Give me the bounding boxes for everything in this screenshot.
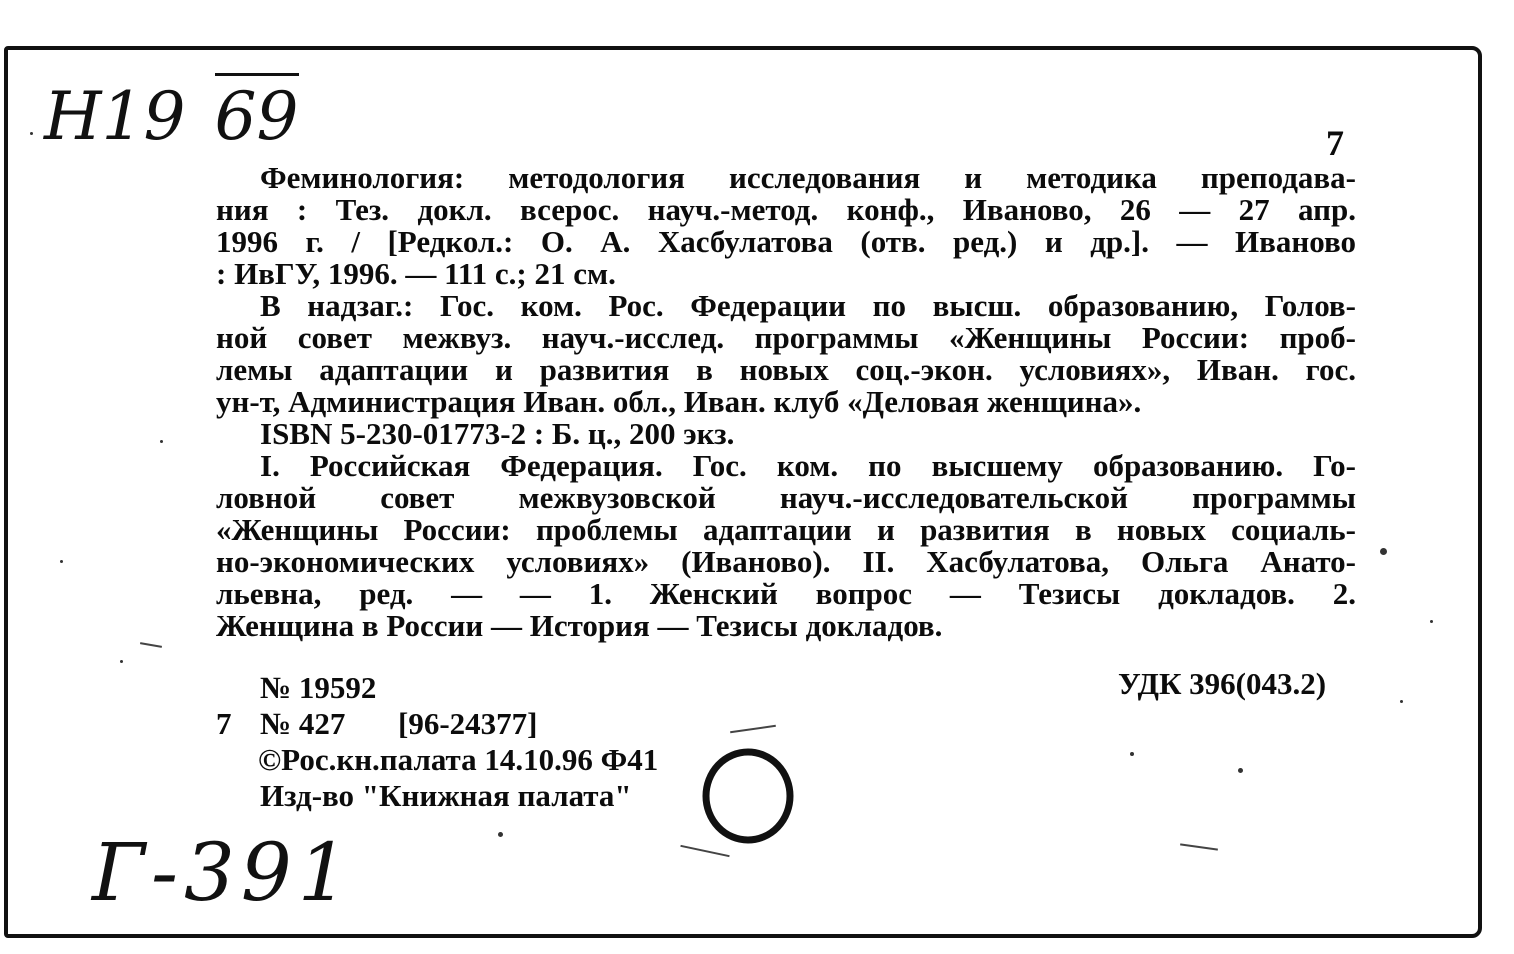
speck — [1238, 768, 1243, 773]
body-line-8: ун-т, Администрация Иван. обл., Иван. клуб «Деловая женщина». — [216, 384, 1142, 419]
shelfmark-main: Н19 — [44, 78, 186, 155]
punch-hole-ring — [696, 744, 800, 848]
body-line-7: лемы адаптации и развития в новых соц.-экон. условиях», Иван. гос. — [216, 352, 1356, 387]
body-line-5: В надзаг.: Гос. ком. Рос. Федерации по высш. образованию, Голов- — [260, 288, 1356, 323]
body-line-11: ловной совет межвузовской науч.-исследовательской программы — [216, 480, 1356, 515]
body-line-6: ной совет межвуз. науч.-исслед. программы «Женщины России: проб- — [216, 320, 1356, 355]
speck — [498, 832, 503, 837]
body-line-10: I. Российская Федерация. Гос. ком. по высшему образованию. Го- — [260, 448, 1356, 483]
body-line-2: ния : Тез. докл. всерос. науч.-метод. конф., Иваново, 26 — 27 апр. — [216, 192, 1356, 227]
body-line-13: но-экономических условиях» (Иваново). II. Хасбулатова, Ольга Анато- — [216, 544, 1356, 579]
body-line-12: «Женщины России: проблемы адаптации и развития в новых социаль- — [216, 512, 1356, 547]
isbn-line: ISBN 5-230-01773-2 : Б. ц., 200 экз. — [260, 416, 735, 451]
udc-code: УДК 396(043.2) — [1118, 666, 1327, 701]
copyright-line: ©Рос.кн.палата 14.10.96 Ф41 — [258, 742, 659, 777]
handwritten-shelfmark — [44, 78, 299, 155]
body-line-3: 1996 г. / [Редкол.: О. А. Хасбулатова (отв. ред.) и др.]. — Иваново — [216, 224, 1356, 259]
speck — [120, 660, 123, 663]
body-line-15: Женщина в России — История — Тезисы докладов. — [216, 608, 943, 643]
speck — [1380, 548, 1387, 555]
speck — [160, 440, 163, 443]
index-prefix: 7 — [216, 706, 232, 741]
page-number: 7 — [1326, 123, 1344, 163]
speck — [60, 560, 63, 563]
body-line-14: льевна, ред. — — 1. Женский вопрос — Тезисы докладов. 2. — [216, 576, 1356, 611]
speck — [30, 132, 33, 135]
speck — [1400, 700, 1403, 703]
speck — [1430, 620, 1433, 623]
order-number: № 427 — [260, 706, 346, 741]
record-number: № 19592 — [260, 670, 377, 705]
publisher-line: Изд-во "Книжная палата" — [260, 778, 632, 813]
body-line-4: : ИвГУ, 1996. — 111 с.; 21 см. — [216, 256, 616, 291]
handwritten-call-number: Г-391 — [92, 826, 355, 919]
registration-number: [96-24377] — [398, 706, 538, 741]
body-line-1: Феминология: методология исследования и методика преподава- — [260, 160, 1356, 195]
shelfmark-sub: 69 — [215, 73, 299, 155]
speck — [1130, 752, 1134, 756]
